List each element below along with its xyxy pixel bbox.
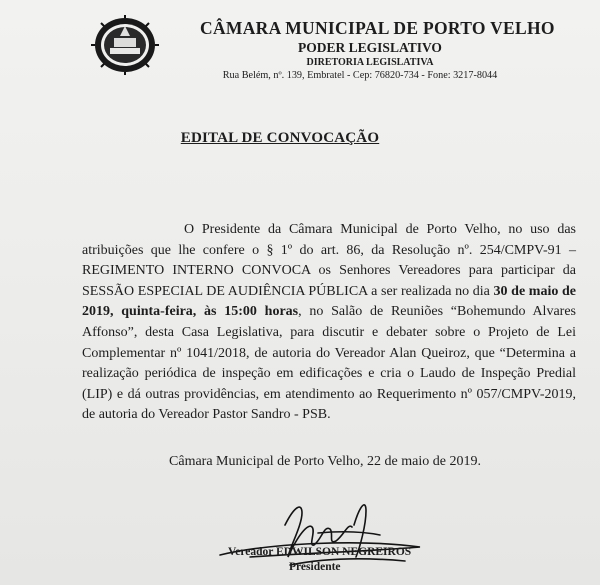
municipal-seal-icon (90, 14, 160, 76)
session-date: 30 de maio de 2019, quinta-feira, às 15:00 horas (82, 283, 576, 320)
signatory-name: Vereador EDWILSON NEGREIROS (228, 546, 412, 558)
closing-place-date: Câmara Municipal de Porto Velho, 22 de maio de 2019. (169, 454, 481, 469)
address-line: Rua Belém, nº. 139, Embratel - Cep: 76820-734 - Fone: 3217-8044 (222, 70, 498, 81)
department-name: DIRETORIA LEGISLATIVA (306, 57, 434, 68)
document-title: EDITAL DE CONVOCAÇÃO (180, 130, 380, 146)
letterhead (200, 18, 555, 81)
document-body (82, 220, 576, 426)
body-paragraph (82, 220, 576, 426)
institution-name: CÂMARA MUNICIPAL DE PORTO VELHO (200, 18, 555, 38)
body-text-part2: , no Salão de Reuniões “Bohemundo Alvares Affonso”, desta Casa Legislativa, para discutir e debater sobre o Projeto de Lei Complementar nº 1041/2018, de autoria do Vereador Alan Queiroz, que “Determina a realização periódica de inspeção em edificações e cria o Laudo de Inspeção Predial (LIP) e dá outras providências, em atendimento ao Requerimento nº 057/CMPV-2019, de autoria do Vereador Pastor Sandro - PSB. (82, 304, 576, 423)
branch-name: PODER LEGISLATIVO (298, 40, 442, 55)
body-text-part1: O Presidente da Câmara Municipal de Porto Velho, no uso das atribuições que lhe confere o § 1º do art. 86, da Resolução nº. 254/CMPV-91 – REGIMENTO INTERNO CONVOCA os Senhores Vereadores para participar da SESSÃO ESPECIAL DE AUDIÊNCIA PÚBLICA a ser realizada no dia (82, 222, 576, 299)
signatory-role: Presidente (289, 561, 341, 573)
